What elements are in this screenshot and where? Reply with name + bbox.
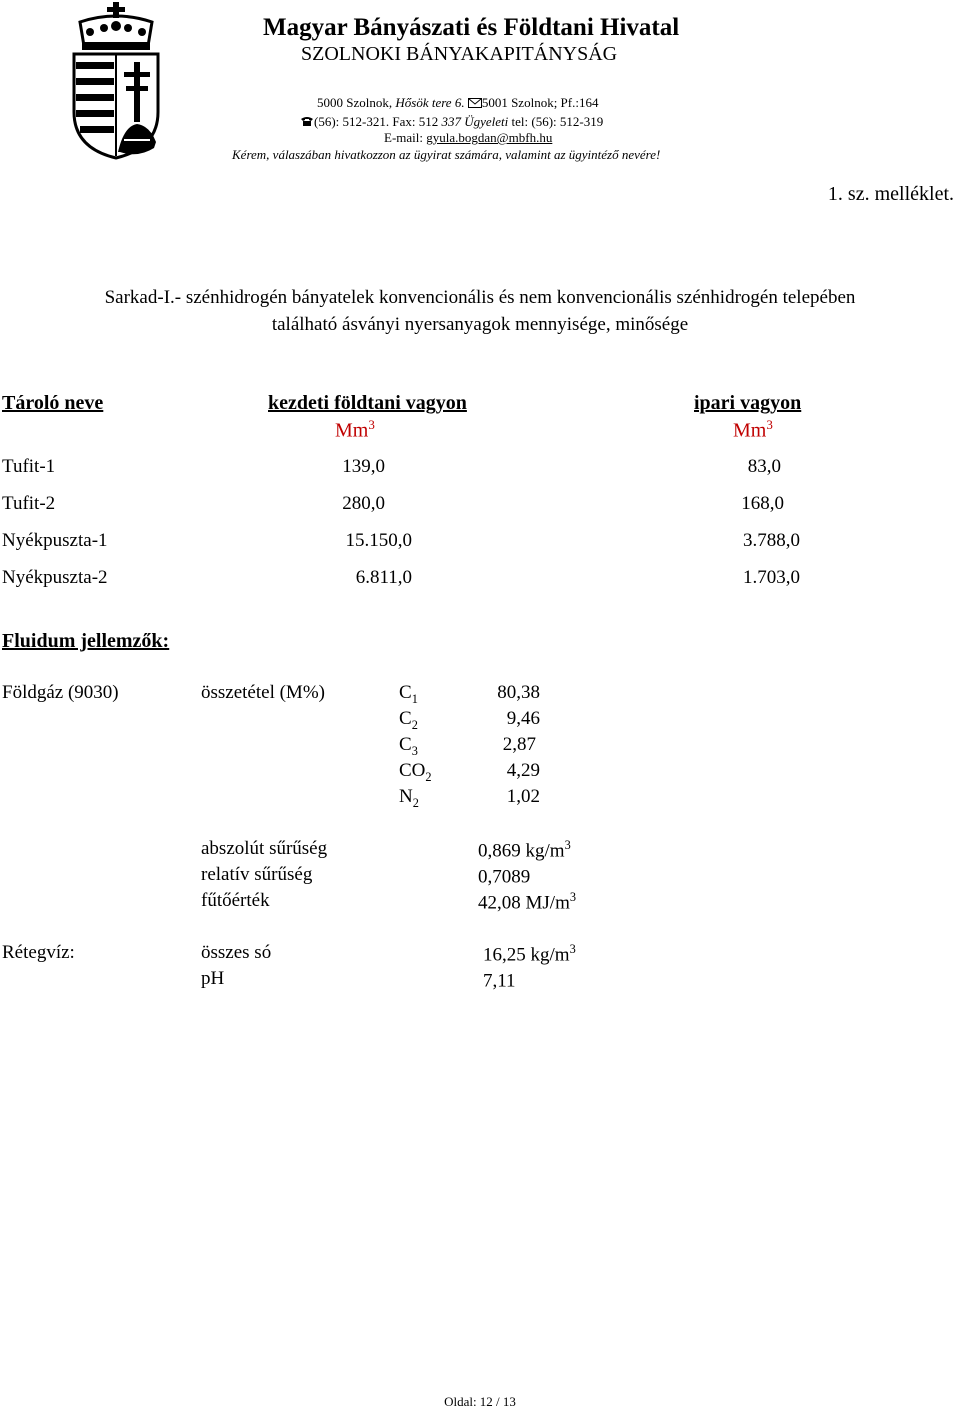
annex-number: 1. sz. melléklet. bbox=[827, 183, 954, 205]
property-value: 0,7089 bbox=[478, 866, 531, 888]
industrial-reserve: 3.788,0 bbox=[743, 530, 800, 551]
unit-industrial: Mm$^3$ bbox=[733, 417, 773, 442]
property-label: relatív sűrűség bbox=[201, 864, 313, 885]
industrial-reserve: 1.703,0 bbox=[743, 567, 800, 588]
phone-line bbox=[300, 114, 603, 131]
address-line bbox=[317, 95, 598, 112]
page-number: Oldal: 12 / 13 bbox=[444, 1394, 516, 1409]
address-city: 5000 Szolnok, bbox=[317, 95, 396, 110]
gas-label: Földgáz (9030) bbox=[2, 682, 119, 703]
reference-notice: Kérem, válaszában hivatkozzon az ügyirat számára, valamint az ügyintéző nevére! bbox=[232, 147, 661, 162]
component-value: 2,87 bbox=[502, 734, 536, 755]
industrial-reserve: 83,0 bbox=[747, 456, 781, 477]
property-label: abszolút sűrűség bbox=[201, 838, 328, 859]
email-label: E-mail: bbox=[384, 130, 427, 145]
property-label: pH bbox=[201, 968, 225, 989]
reservoir-name: Nyékpuszta-2 bbox=[2, 567, 108, 588]
address-street: Hősök tere 6. bbox=[395, 95, 465, 110]
office-name: SZOLNOKI BÁNYAKAPITÁNYSÁG bbox=[301, 43, 618, 65]
email-line bbox=[384, 130, 552, 146]
property-label: összes só bbox=[201, 942, 272, 963]
document-title-line-1: Sarkad-I.- szénhidrogén bányatelek konvencionális és nem konvencionális szénhidrogén telepében bbox=[104, 287, 856, 308]
initial-reserve: 139,0 bbox=[342, 456, 385, 477]
initial-reserve: 15.150,0 bbox=[345, 530, 412, 551]
component-value: 9,46 bbox=[506, 708, 540, 729]
reservoir-name: Tufit-1 bbox=[2, 456, 56, 477]
component-formula: $C_1$ bbox=[399, 682, 418, 706]
component-value: 1,02 bbox=[506, 786, 540, 807]
col-header-initial-reserve: kezdeti földtani vagyon bbox=[268, 392, 467, 414]
component-formula: $C_2$ bbox=[399, 708, 418, 732]
duty-label: 337 Ügyeleti bbox=[441, 114, 509, 129]
coat-of-arms-logo bbox=[68, 2, 164, 160]
reservoir-name: Tufit-2 bbox=[2, 493, 56, 514]
duty-phone: tel: (56): 512-319 bbox=[508, 114, 604, 129]
phone-fax: (56): 512-321. Fax: 512 bbox=[314, 114, 442, 129]
postal-address: 5001 Szolnok; Pf.:164 bbox=[481, 95, 599, 110]
initial-reserve: 280,0 bbox=[342, 493, 385, 514]
property-value: 42,08 $MJ/m^3$ bbox=[478, 890, 577, 914]
component-formula: $C_3$ bbox=[399, 734, 418, 758]
water-label: Rétegvíz: bbox=[2, 942, 75, 963]
property-value: 16,25 $kg/m^3$ bbox=[483, 942, 576, 966]
composition-label: összetétel (M%) bbox=[201, 682, 325, 703]
unit-initial: Mm$^3$ bbox=[335, 417, 375, 442]
property-value: 0,869 $kg/m^3$ bbox=[478, 838, 571, 862]
authority-name: Magyar Bányászati és Földtani Hivatal bbox=[263, 14, 680, 41]
col-header-reservoir: Tároló neve bbox=[2, 392, 104, 414]
email-link[interactable]: gyula.bogdan@mbfh.hu bbox=[426, 130, 553, 145]
property-label: fűtőérték bbox=[201, 890, 270, 911]
envelope-icon bbox=[468, 96, 482, 112]
component-formula: $N_2$ bbox=[399, 786, 419, 810]
property-value: 7,11 bbox=[483, 970, 516, 992]
initial-reserve: 6.811,0 bbox=[355, 567, 412, 588]
component-value: 80,38 bbox=[497, 682, 540, 703]
document-title-line-2: található ásványi nyersanyagok mennyisége, minősége bbox=[271, 314, 689, 335]
reservoir-name: Nyékpuszta-1 bbox=[2, 530, 108, 551]
col-header-industrial-reserve: ipari vagyon bbox=[694, 392, 802, 414]
component-formula: $CO_2$ bbox=[399, 760, 432, 784]
fluid-heading: Fluidum jellemzők: bbox=[2, 630, 170, 652]
component-value: 4,29 bbox=[506, 760, 540, 781]
phone-icon bbox=[300, 115, 314, 131]
industrial-reserve: 168,0 bbox=[741, 493, 784, 514]
